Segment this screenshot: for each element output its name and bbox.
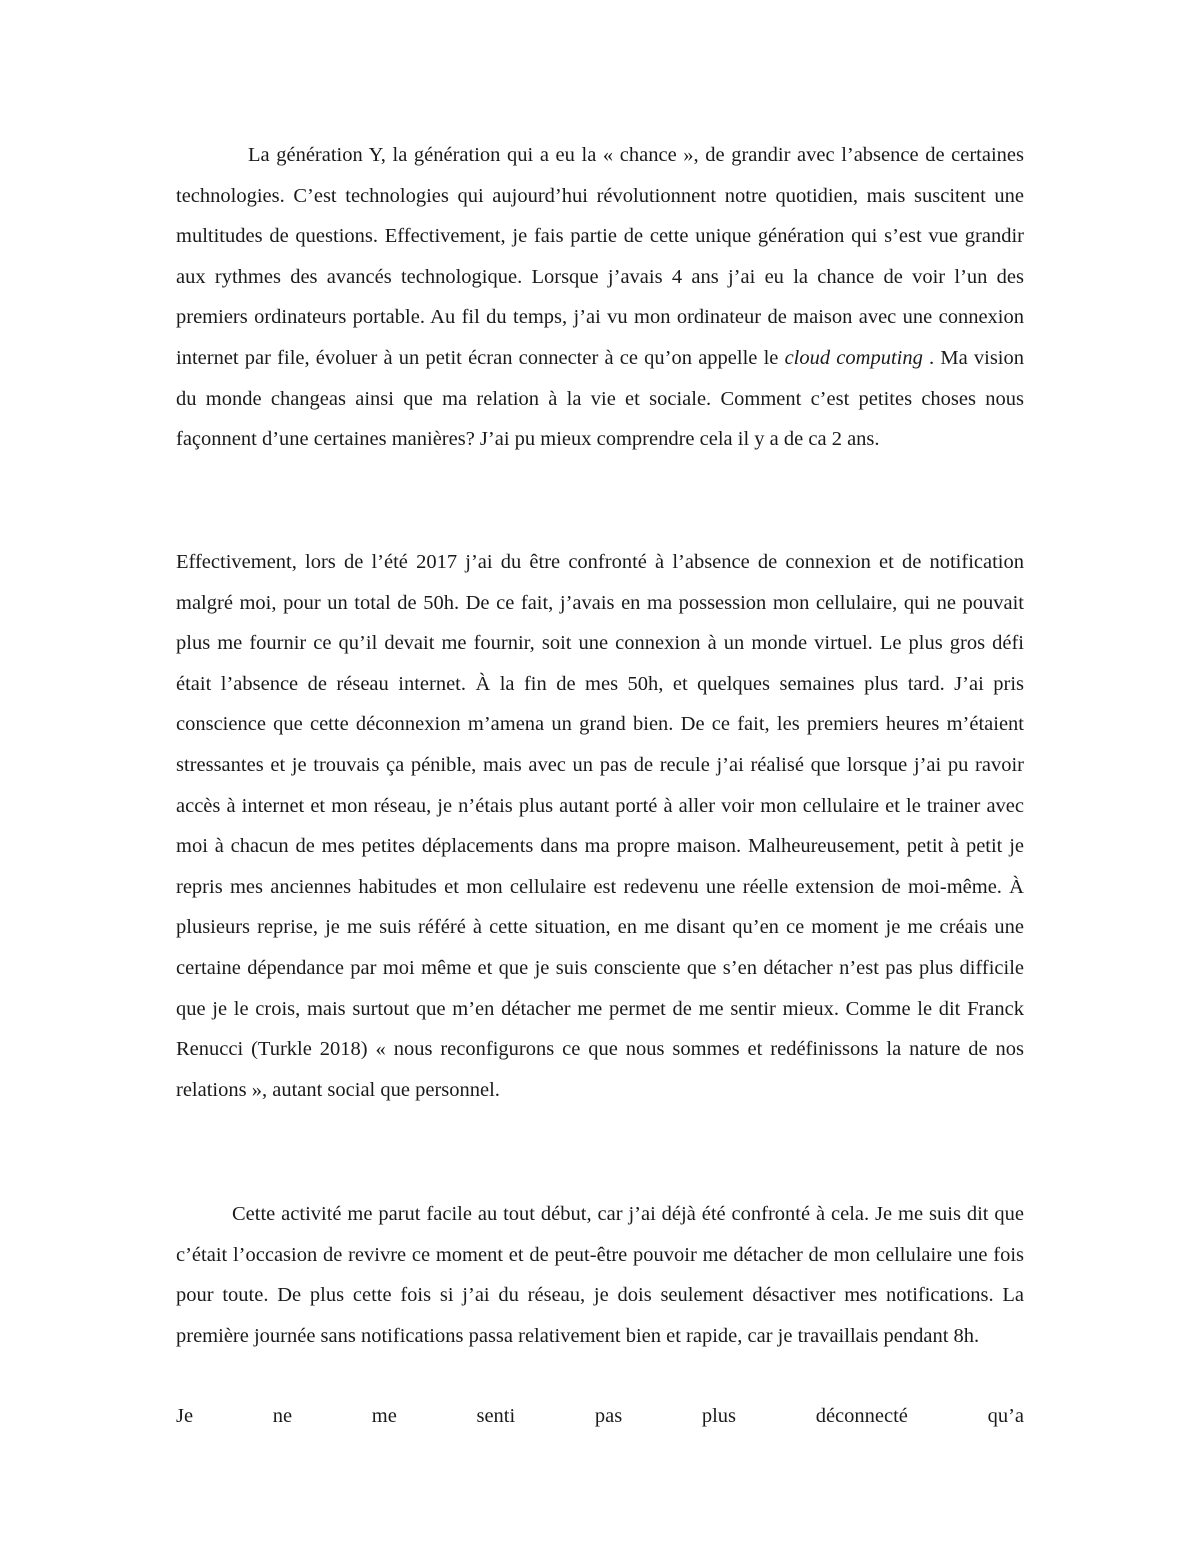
- paragraph-1-italic-term: cloud computing: [784, 346, 923, 369]
- paragraph-3: Cette activité me parut facile au tout début, car j’ai déjà été confronté à cela. Je me suis dit que c’était l’occasion de revivre ce moment et de peut-être pouvoir me détacher de mon cellulaire une fois pour toute. De plus cette fois si j’ai du réseau, je dois seulement désactiver mes notifications. La première journée sans notifications passa relativement bien et rapide, car je travaillais pendant 8h.: [176, 1203, 1024, 1347]
- paragraph-3-last-line: Je ne me senti pas plus déconnecté qu’a: [176, 1405, 1024, 1427]
- paragraph-1-text: La génération Y, la génération qui a eu la « chance », de grandir avec l’absence de certaines technologies. C’est technologies qui aujourd’hui révolutionnent notre quotidien, mais suscitent une multitudes de questions. Effectivement, je fais partie de cette unique génération qui s’est vue grandir aux rythmes des avancés technologique. Lorsque j’avais 4 ans j’ai eu la chance de voir l’un des premiers ordinateurs portable. Au fil du temps, j’ai vu mon ordinateur de maison avec une connexion internet par file, évoluer à un petit écran connecter à ce qu’on appelle le: [176, 144, 1024, 369]
- paragraph-2: Effectivement, lors de l’été 2017 j’ai du être confronté à l’absence de connexion et de notification malgré moi, pour un total de 50h. De ce fait, j’avais en ma possession mon cellulaire, qui ne pouvait plus me fournir ce qu’il devait me fournir, soit une connexion à un monde virtuel. Le plus gros défi était l’absence de réseau internet. À la fin de mes 50h, et quelques semaines plus tard. J’ai pris conscience que cette déconnexion m’amena un grand bien. De ce fait, les premiers heures m’étaient stressantes et je trouvais ça pénible, mais avec un pas de recule j’ai réalisé que lorsque j’ai pu ravoir accès à internet et mon réseau, je n’étais plus autant porté à aller voir mon cellulaire et le trainer avec moi à chacun de mes petites déplacements dans ma propre maison. Malheureusement, petit à petit je repris mes anciennes habitudes et mon cellulaire est redevenu une réelle extension de moi-même. À plusieurs reprise, je me suis référé à cette situation, en me disant qu’en ce moment je me créais une certaine dépendance par moi même et que je suis consciente que s’en détacher n’est pas plus difficile que je le crois, mais surtout que m’en détacher me permet de me sentir mieux. Comme le dit Franck Renucci (Turkle 2018) « nous reconfigurons ce que nous sommes et redéfinissons la nature de nos relations », autant social que personnel.: [176, 551, 1024, 1101]
- paragraph-1-text-end: . Ma vision du monde changeas ainsi que ma relation à la vie et sociale. Comment c’est petites choses nous façonnent d’une certaines manières? J’ai pu mieux comprendre cela il y a de ca 2 ans.: [176, 346, 1024, 451]
- paragraph-1: [176, 135, 1024, 460]
